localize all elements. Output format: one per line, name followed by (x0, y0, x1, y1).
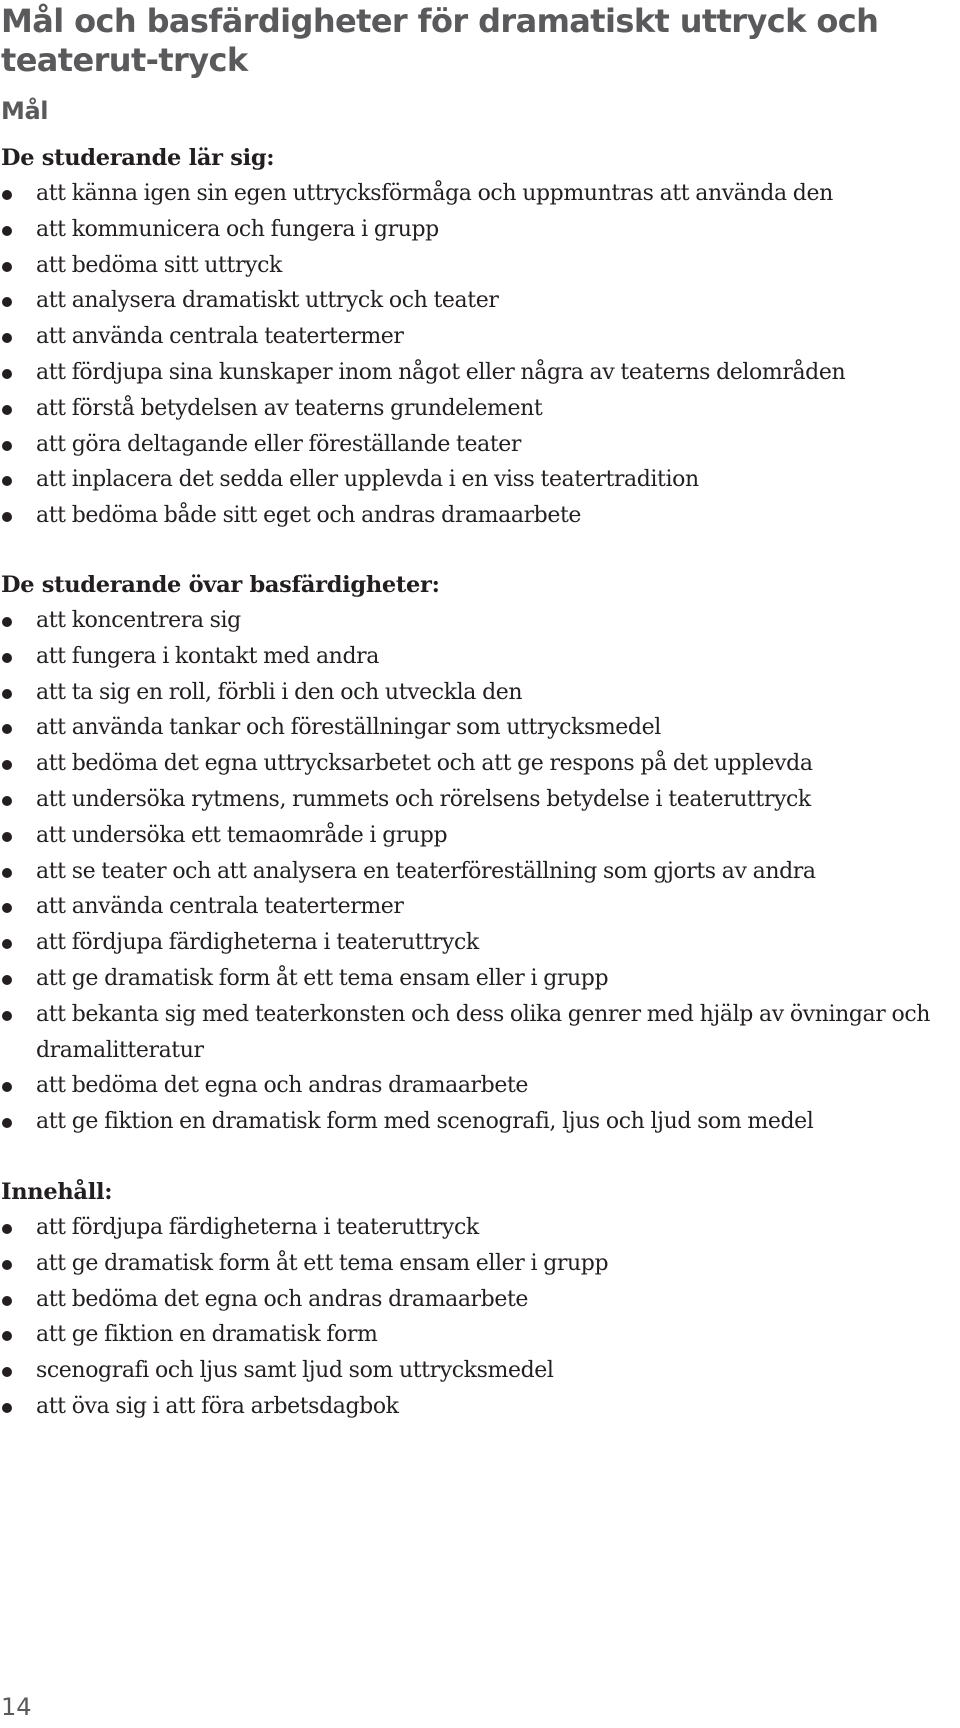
page-number: 14 (1, 1693, 32, 1721)
bullet-icon (2, 333, 12, 343)
skills-list (0, 603, 960, 1140)
bullet-icon (2, 476, 12, 486)
list-item-text: att inplacera det sedda eller upplevda i en viss teatertradition (36, 467, 699, 493)
list-item-text: att fördjupa färdigheterna i teateruttryck (36, 1215, 479, 1240)
bullet-icon (2, 903, 12, 913)
bullet-icon (2, 262, 12, 272)
list-item (0, 1389, 956, 1425)
list-item-text: att undersöka rytmens, rummets och rörelsens betydelse i teateruttryck (36, 786, 811, 812)
bullet-icon (2, 1367, 12, 1377)
bullet-icon (2, 1331, 12, 1341)
list-item-text: att koncentrera sig (36, 608, 241, 633)
list-item-text: att bedöma sitt uttryck (36, 252, 282, 278)
list-item-text: att bekanta sig med teaterkonsten och dess olika genrer med hjälp av övningar och dramalitteratur (36, 1001, 931, 1063)
bullet-icon (2, 617, 12, 627)
bullet-icon (2, 1224, 12, 1234)
section-label-goals: Mål (1, 97, 49, 125)
list-item-text: att ta sig en roll, förbli i den och utveckla den (36, 679, 523, 705)
bullet-icon (2, 1011, 12, 1021)
list-item-text: att göra deltagande eller föreställande teater (36, 431, 522, 457)
list-item (0, 498, 956, 534)
list-item (0, 639, 956, 675)
list-item-text: att ge dramatisk form åt ett tema ensam eller i grupp (36, 1250, 609, 1276)
skills-heading: De studerande övar basfärdigheter: (1, 572, 440, 598)
list-item (0, 1210, 956, 1246)
bullet-icon (2, 441, 12, 451)
bullet-icon (2, 724, 12, 734)
list-item-text: att bedöma det egna uttrycksarbetet och att ge respons på det upplevda (36, 751, 813, 777)
list-item (0, 997, 956, 1069)
goals-heading: De studerande lär sig: (1, 145, 275, 171)
bullet-icon (2, 297, 12, 307)
list-item-text: att analysera dramatiskt uttryck och teater (36, 288, 499, 314)
list-item-text: att undersöka ett temaområde i grupp (36, 822, 448, 848)
list-item-text: att känna igen sin egen uttrycksförmåga och uppmuntras att använda den (36, 181, 833, 206)
list-item (0, 1104, 956, 1140)
list-item-text: att bedöma det egna och andras dramaarbete (36, 1286, 529, 1312)
list-item-text: att fördjupa sina kunskaper inom något eller några av teaterns delområden (36, 359, 846, 385)
list-item-text: att använda centrala teatertermer (36, 324, 404, 350)
list-item (0, 319, 956, 355)
bullet-icon (2, 939, 12, 949)
list-item (0, 462, 956, 498)
list-item (0, 710, 956, 746)
bullet-icon (2, 689, 12, 699)
list-item (0, 1246, 956, 1282)
list-item-text: att bedöma både sitt eget och andras dramaarbete (36, 503, 582, 529)
list-item-text: att öva sig i att föra arbetsdagbok (36, 1393, 399, 1419)
content-section (0, 1174, 960, 1425)
list-item-text: att se teater och att analysera en teaterföreställning som gjorts av andra (36, 858, 816, 884)
list-item (0, 283, 956, 319)
list-item (0, 782, 956, 818)
bullet-icon (2, 1296, 12, 1306)
list-item-text: att ge dramatisk form åt ett tema ensam eller i grupp (36, 965, 609, 991)
bullet-icon (2, 975, 12, 985)
list-item-text: att använda tankar och föreställningar som uttrycksmedel (36, 715, 661, 741)
list-item (0, 818, 956, 854)
bullet-icon (2, 832, 12, 842)
list-item-text: att ge fiktion en dramatisk form (36, 1322, 378, 1348)
list-item (0, 1317, 956, 1353)
list-item (0, 1282, 956, 1318)
bullet-icon (2, 1118, 12, 1128)
list-item-text: scenografi och ljus samt ljud som uttrycksmedel (36, 1358, 554, 1384)
bullet-icon (2, 796, 12, 806)
bullet-icon (2, 405, 12, 415)
list-item (0, 355, 956, 391)
list-item (0, 212, 956, 248)
list-item-text: att fördjupa färdigheterna i teateruttryck (36, 930, 479, 956)
list-item (0, 925, 956, 961)
list-item-text: att bedöma det egna och andras dramaarbete (36, 1073, 529, 1099)
list-item (0, 603, 956, 639)
bullet-icon (2, 1260, 12, 1270)
bullet-icon (2, 369, 12, 379)
list-item (0, 1353, 956, 1389)
bullet-icon (2, 653, 12, 663)
bullet-icon (2, 1082, 12, 1092)
list-item (0, 391, 956, 427)
list-item-text: att fungera i kontakt med andra (36, 643, 379, 669)
list-item-text: att förstå betydelsen av teaterns grundelement (36, 395, 543, 421)
content-heading: Innehåll: (1, 1179, 113, 1205)
list-item (0, 889, 956, 925)
bullet-icon (2, 868, 12, 878)
goals-section (0, 140, 960, 534)
bullet-icon (2, 1403, 12, 1413)
list-item (0, 248, 956, 284)
page-title: Mål och basfärdigheter för dramatiskt uttryck och teaterut-tryck (1, 2, 879, 79)
bullet-icon (2, 760, 12, 770)
list-item (0, 854, 956, 890)
list-item (0, 961, 956, 997)
bullet-icon (2, 190, 12, 200)
bullet-icon (2, 226, 12, 236)
list-item-text: att ge fiktion en dramatisk form med scenografi, ljus och ljud som medel (36, 1109, 814, 1135)
list-item (0, 675, 956, 711)
list-item (0, 427, 956, 463)
skills-section (0, 567, 960, 1140)
list-item-text: att använda centrala teatertermer (36, 894, 404, 920)
content-list (0, 1210, 960, 1425)
list-item (0, 746, 956, 782)
list-item (0, 176, 956, 212)
list-item-text: att kommunicera och fungera i grupp (36, 216, 439, 242)
goals-list (0, 176, 960, 534)
bullet-icon (2, 512, 12, 522)
list-item (0, 1068, 956, 1104)
